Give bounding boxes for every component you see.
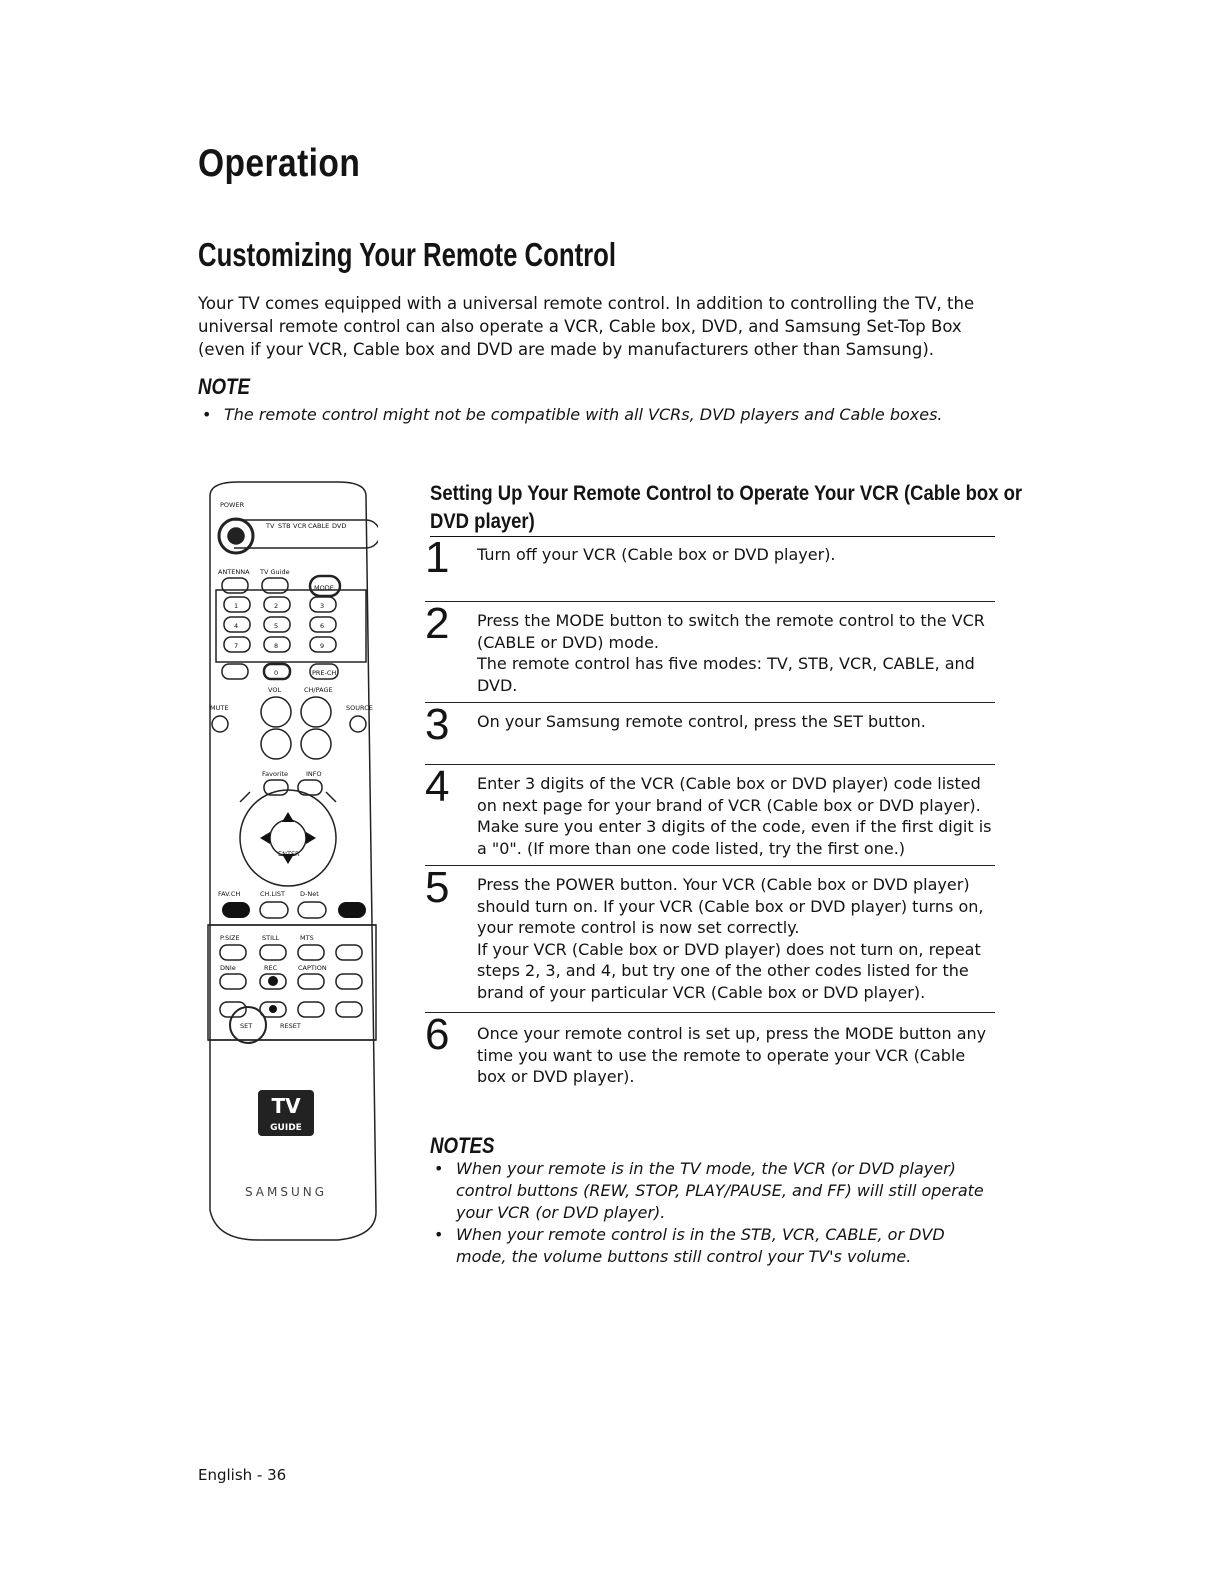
digit-8: 8 [274,642,279,650]
digit-9: 9 [320,642,325,650]
note-list [198,404,998,426]
enter-label: ENTER [278,850,300,858]
info-label: INFO [306,770,322,778]
step-3 [425,700,995,765]
pre-ch-label: PRE-CH [312,669,337,677]
rec-label: REC [264,964,278,972]
page-title: Operation [198,142,361,185]
digit-2: 2 [274,602,279,610]
antenna-label: ANTENNA [218,568,250,576]
digit-1: 1 [234,602,239,610]
step-text: Once your remote control is set up, press the MODE button any time you want to use the remote to operate your VCR (Cable box or DVD player). [477,1024,987,1086]
step-text: Press the POWER button. Your VCR (Cable box or DVD player) should turn on. If your VCR (Cable box or DVD player) turns on, your remote control is now set correctly. If your VCR (Cable box or DVD player) does not turn on, repeat steps 2, 3, and 4, but try one of the other codes listed for the brand of your particular VCR (Cable box or DVD player). [477,875,984,1002]
reset-label: RESET [280,1022,301,1030]
still-label: STILL [262,934,280,942]
ch-page-label: CH/PAGE [304,686,333,694]
notes-heading: NOTES [430,1133,495,1158]
mode-vcr: VCR [293,522,307,530]
fav-ch-label: FAV.CH [218,890,241,898]
intro-paragraph: Your TV comes equipped with a universal remote control. In addition to controlling the TV, the universal remote control can also operate a VCR, Cable box, DVD, and Samsung Set-Top Box (even if your VCR, Cable box and DVD are made by manufacturers other than Samsung). [198,294,975,359]
notes-item: • When your remote is in the TV mode, the VCR (or DVD player) control buttons (REW, STOP, PLAY/PAUSE, and FF) will still operate your VCR (or DVD player). [430,1158,1000,1224]
step-1 [425,533,995,602]
step-number: 3 [425,700,450,749]
p-size-label: P.SIZE [220,934,240,942]
step-number: 6 [425,1010,450,1059]
setup-heading [430,480,1023,537]
note-item: • The remote control might not be compatible with all VCRs, DVD players and Cable boxes. [198,404,998,426]
digit-6: 6 [320,622,325,630]
tv-guide-logo: TV [271,1094,301,1118]
d-net-label: D-Net [300,890,319,898]
note-heading: NOTE [198,374,250,399]
step-4 [425,762,995,866]
remote-control-illustration [198,480,378,1260]
digit-0: 0 [274,669,279,677]
setup-heading-line-1: Setting Up Your Remote Control to Operate Your VCR (Cable box or [430,482,1023,505]
dnie-label: DNIe [220,964,236,972]
caption-label: CAPTION [298,964,327,972]
ch-list-label: CH.LIST [260,890,286,898]
digit-5: 5 [274,622,279,630]
notes-list [430,1158,1000,1268]
digit-7: 7 [234,642,239,650]
digit-3: 3 [320,602,325,610]
step-number: 5 [425,863,450,912]
mts-label: MTS [300,934,314,942]
step-text: Turn off your VCR (Cable box or DVD player). [477,545,836,564]
guide-logo-text: GUIDE [270,1123,302,1133]
mode-label: MODE [314,584,334,592]
vol-label: VOL [268,686,282,694]
step-5 [425,863,995,1013]
notes-item: • When your remote control is in the STB, VCR, CABLE, or DVD mode, the volume buttons still control your TV's volume. [430,1224,1000,1268]
brand-label: SAMSUNG [244,1185,328,1199]
step-text: Press the MODE button to switch the remote control to the VCR (CABLE or DVD) mode. The remote control has five modes: TV, STB, VCR, CABLE, and DVD. [477,611,985,695]
mode-cable: CABLE [308,522,330,530]
section-title: Customizing Your Remote Control [198,236,617,273]
digit-4: 4 [234,622,239,630]
step-number: 2 [425,599,450,648]
step-text: On your Samsung remote control, press the SET button. [477,712,926,731]
mute-label: MUTE [210,704,229,712]
steps-list [425,533,995,1095]
source-label: SOURCE [346,704,373,712]
page-footer: English - 36 [198,1466,287,1484]
step-number: 1 [425,533,450,582]
step-text: Enter 3 digits of the VCR (Cable box or DVD player) code listed on next page for your brand of VCR (Cable box or DVD player). Make sure you enter 3 digits of the code, even if the first digit is a "0". (If more than one code listed, try the first one.) [477,774,992,858]
mode-stb: STB [278,522,291,530]
setup-heading-line-2: DVD player) [430,510,535,533]
step-number: 4 [425,762,450,811]
set-label: SET [240,1022,253,1030]
mode-dvd: DVD [332,522,347,530]
tv-guide-label: TV Guide [260,568,290,576]
step-2 [425,599,995,703]
power-label: POWER [220,501,245,509]
step-6 [425,1010,995,1095]
favorite-label: Favorite [262,770,288,778]
mode-tv: TV [266,522,275,530]
